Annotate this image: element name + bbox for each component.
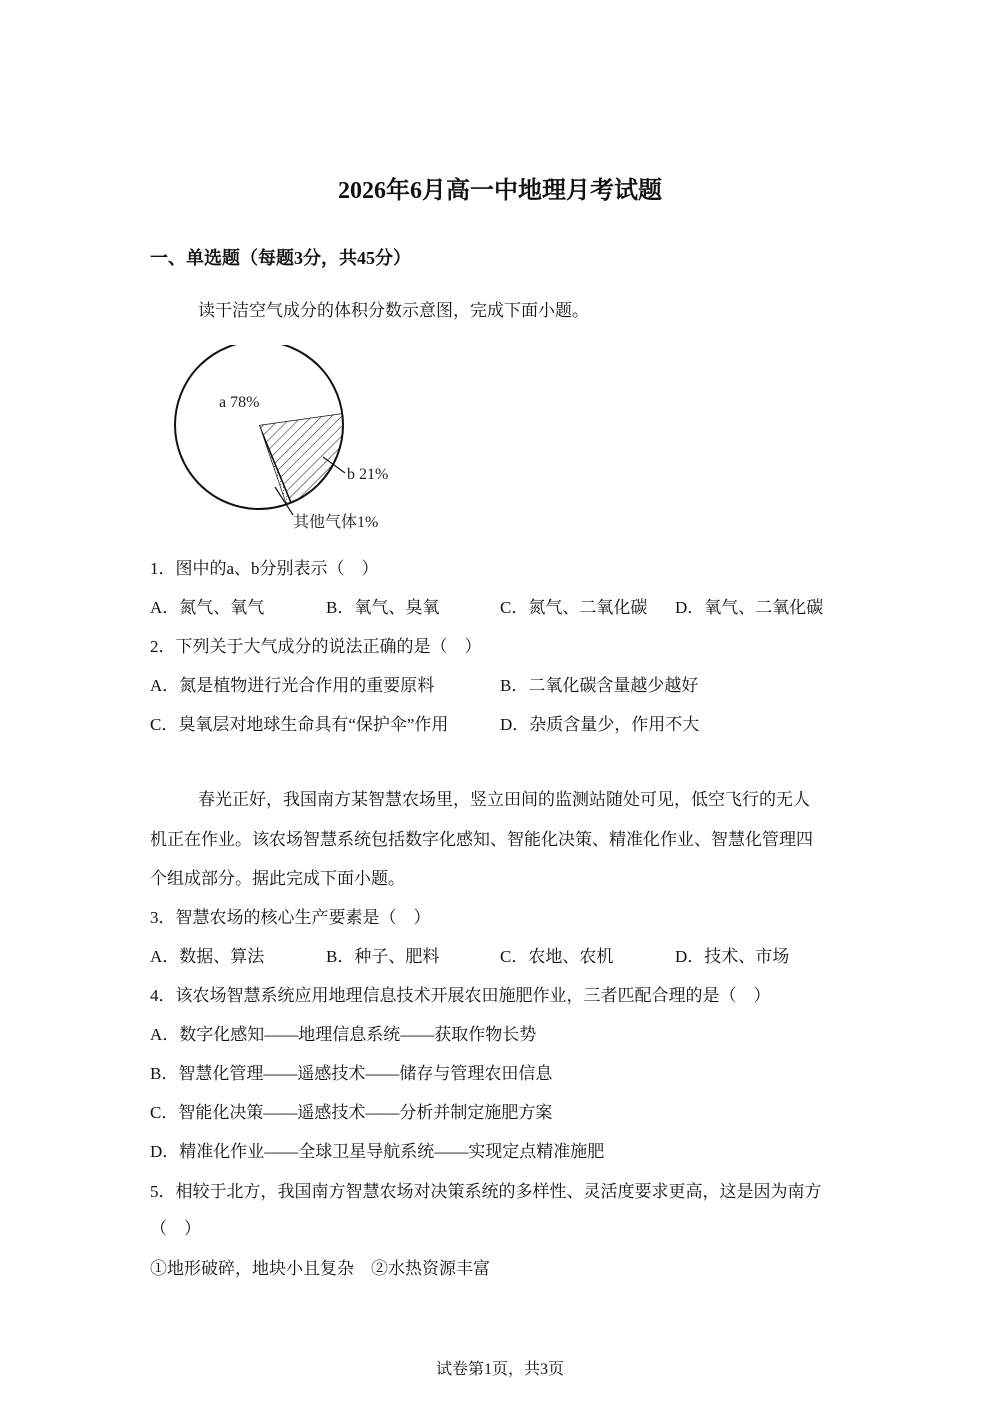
q3-stem: 3．智慧农场的核心生产要素是（ ）: [150, 908, 431, 927]
page-footer: 试卷第1页，共3页: [435, 1361, 564, 1378]
q2-stem: 2．下列关于大气成分的说法正确的是（ ）: [150, 637, 482, 656]
passage1-intro: 读干洁空气成分的体积分数示意图，完成下面小题。: [198, 301, 589, 320]
q4-option-c[interactable]: C．智能化决策——遥感技术——分析并制定施肥方案: [150, 1103, 553, 1122]
q1-option-c[interactable]: C．氮气、二氧化碳: [500, 598, 648, 617]
section-heading: 一、单选题（每题3分，共45分）: [150, 248, 411, 268]
q2-option-d[interactable]: D．杂质含量少，作用不大: [500, 715, 700, 734]
q3-option-a[interactable]: A．数据、算法: [150, 947, 265, 966]
q2-option-b[interactable]: B．二氧化碳含量越少越好: [500, 676, 699, 695]
q1-option-a[interactable]: A．氮气、氧气: [150, 598, 265, 617]
q3-option-b[interactable]: B．种子、肥料: [326, 947, 440, 966]
q1-option-b[interactable]: B．氧气、臭氧: [326, 598, 440, 617]
q4-option-b[interactable]: B．智慧化管理——遥感技术——储存与管理农田信息: [150, 1064, 553, 1083]
q4-stem: 4．该农场智慧系统应用地理信息技术开展农田施肥作业，三者匹配合理的是（ ）: [150, 986, 771, 1005]
exam-title: 2026年6月高一中地理月考试题: [338, 178, 662, 204]
q5-stem: 5．相较于北方，我国南方智慧农场对决策系统的多样性、灵活度要求更高，这是因为南方: [150, 1182, 822, 1201]
q5-stem-bracket: （ ）: [150, 1219, 201, 1238]
passage2-line3: 个组成部分。据此完成下面小题。: [150, 869, 405, 888]
q1-option-d[interactable]: D．氧气、二氧化碳: [675, 598, 824, 617]
label-a: a 78%: [219, 394, 260, 411]
q5-items: ①地形破碎，地块小且复杂 ②水热资源丰富: [150, 1259, 490, 1278]
q4-option-a[interactable]: A．数字化感知——地理信息系统——获取作物长势: [150, 1025, 537, 1044]
air-composition-pie-chart: [165, 345, 405, 540]
q3-option-c[interactable]: C．农地、农机: [500, 947, 614, 966]
q1-options: [150, 597, 850, 621]
q2-option-a[interactable]: A．氮是植物进行光合作用的重要原料: [150, 676, 435, 695]
label-other: 其他气体1%: [293, 514, 379, 531]
passage2-line1: 春光正好，我国南方某智慧农场里，竖立田间的监测站随处可见，低空飞行的无人: [198, 790, 810, 809]
q4-option-d[interactable]: D．精准化作业——全球卫星导航系统——实现定点精准施肥: [150, 1142, 605, 1161]
q2-option-c[interactable]: C．臭氧层对地球生命具有“保护伞”作用: [150, 715, 449, 734]
passage2-line2: 机正在作业。该农场智慧系统包括数字化感知、智能化决策、精准化作业、智慧化管理四: [150, 830, 813, 849]
q2-options-row1: [150, 675, 850, 699]
q1-stem: 1．图中的a、b分别表示（ ）: [150, 559, 379, 578]
label-b: b 21%: [347, 466, 389, 483]
q2-options-row2: [150, 714, 850, 738]
q3-option-d[interactable]: D．技术、市场: [675, 947, 790, 966]
q3-options: [150, 946, 850, 970]
